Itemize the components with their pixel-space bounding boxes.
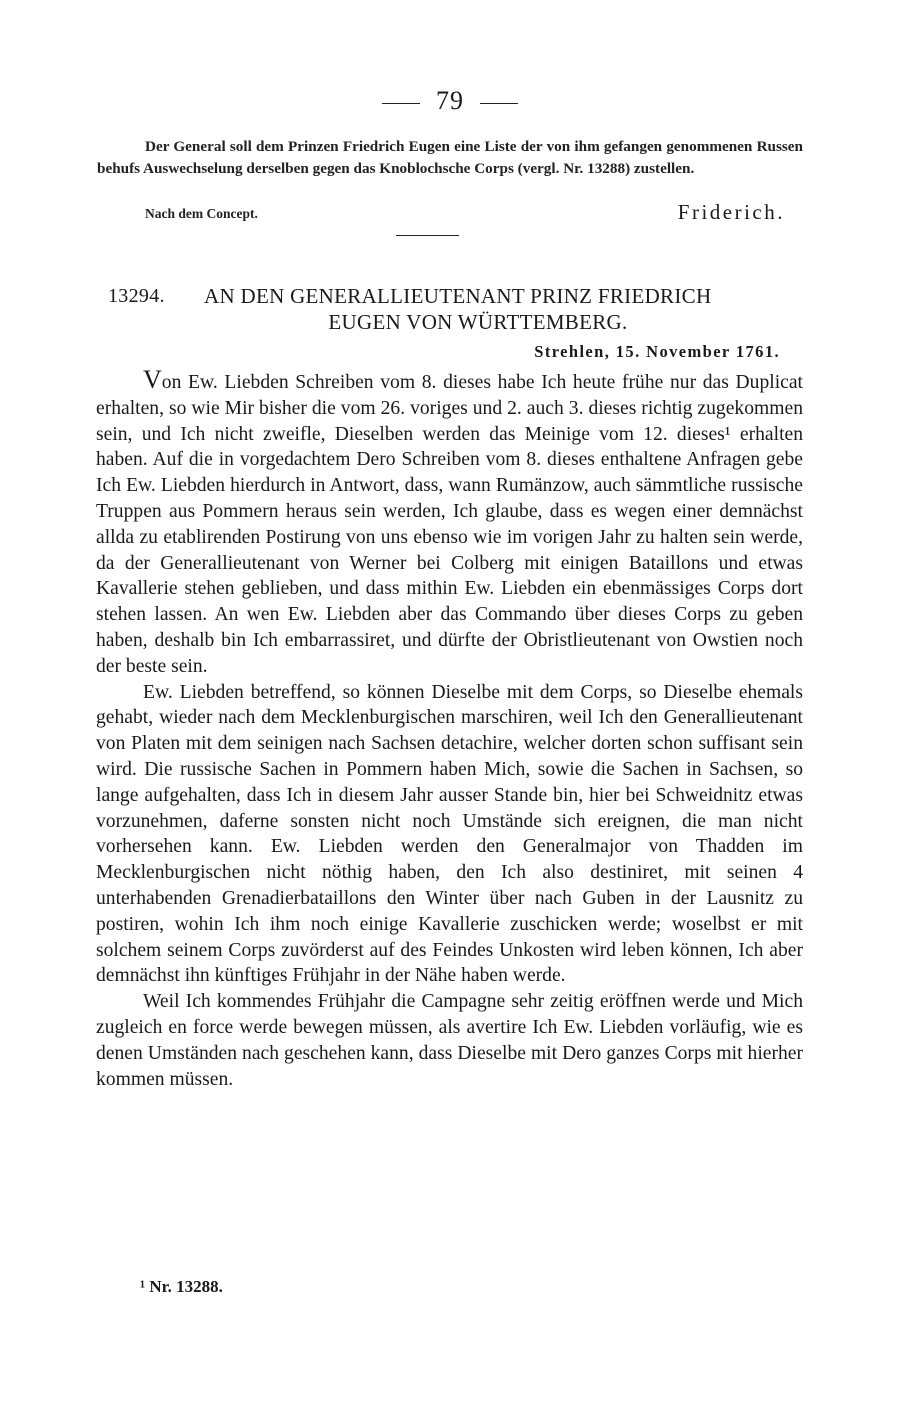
intro-text: Der General soll dem Prinzen Friedrich Eugen eine Liste der von ihm gefangen genommenen Russen behufs Auswechselung derselben gegen das Knoblochsche Corps (vergl. Nr. 13288) zustellen. — [97, 138, 803, 177]
letter-number: 13294. — [108, 285, 165, 307]
letter-body — [96, 367, 803, 1092]
paragraph-3: Weil Ich kommendes Frühjahr die Campagne sehr zeitig eröffnen werde und Mich zugleich en force werde bewegen müssen, als avertire Ich Ew. Liebden vorläufig, wie es denen Umständen nach geschehen kann, dass Dieselbe mit Dero ganzes Corps mit hierher kommen müssen. — [96, 991, 803, 1090]
source-note: Nach dem Concept. — [145, 206, 258, 221]
page-number — [0, 86, 900, 116]
page-number-dash-right — [480, 103, 518, 104]
signature: Friderich. — [677, 200, 785, 224]
section-divider — [396, 235, 459, 236]
heading-line-1: AN DEN GENERALLIEUTENANT PRINZ FRIEDRICH — [204, 284, 712, 308]
intro-summary — [97, 136, 803, 180]
source-row — [145, 200, 785, 230]
dateline: Strehlen, 15. November 1761. — [534, 342, 780, 361]
paragraph-2: Ew. Liebden betreffend, so können Dieselbe mit dem Corps, so Dieselbe ehemals gehabt, wieder nach dem Mecklenburgischen marschiren, weil Ich den Generallieutenant von Platen mit dem seinigen nach Sachsen detachire, welcher dorten schon suffisant sein wird. Die russische Sachen in Pommern haben Mich, sowie die Sachen in Sachsen, so lange aufgehalten, dass Ich in diesem Jahr ausser Stande bin, hier bei Schweidnitz etwas vorzunehmen, daferne sonsten nicht noch Umstände sich ereignen, die man nicht vorhersehen kann. Ew. Liebden werden den Generalmajor von Thadden im Mecklenburgischen nicht nöthig haben, den Ich also destiniret, mit seinen 4 unterhabenden Grenadierbataillons den Winter über nach Guben in der Lausnitz zu postiren, wohin Ich ihm noch einige Kavallerie zuschicken werde; woselbst er mit solchem seinem Corps zuvörderst auf des Feindes Unkosten wird leben können, Ich aber demnächst ihn künftiges Frühjahr in der Nähe haben werde. — [96, 681, 803, 987]
heading-line-2: EUGEN VON WÜRTTEMBERG. — [328, 310, 628, 334]
page-number-dash-left — [382, 103, 420, 104]
paragraph-1: Von Ew. Liebden Schreiben vom 8. dieses habe Ich heute frühe nur das Duplicat erhalten, so wie Mir bisher die vom 26. voriges und 2. auch 3. dieses richtig zugekommen sein, und Ich nicht zweifle, Dieselben werden das Meinige vom 12. dieses¹ erhalten haben. Auf die in vorgedachtem Dero Schreiben vom 8. dieses enthaltene Anfragen gebe Ich Ew. Liebden hierdurch in Antwort, dass, wann Rumänzow, auch sämmtliche russische Truppen aus Pommern heraus sein werden, Ich glaube, dass es wegen einer demnächst allda zu etablirenden Postirung von uns ebenso wie im vorigen Jahr zu halten sein werde, da der Generallieutenant von Werner bei Colberg mit einigen Bataillons und etwas Kavallerie stehen geblieben, und dass mithin Ew. Liebden ein ebenmässiges Corps dort stehen lassen. An wen Ew. Liebden aber das Commando über dieses Corps zu geben haben, deshalb bin Ich embarrassiret, und dürfte der Obristlieutenant von Owstien noch der beste sein. — [96, 365, 803, 677]
footnote: ¹ Nr. 13288. — [140, 1277, 223, 1296]
page-number-text: 79 — [436, 86, 464, 115]
